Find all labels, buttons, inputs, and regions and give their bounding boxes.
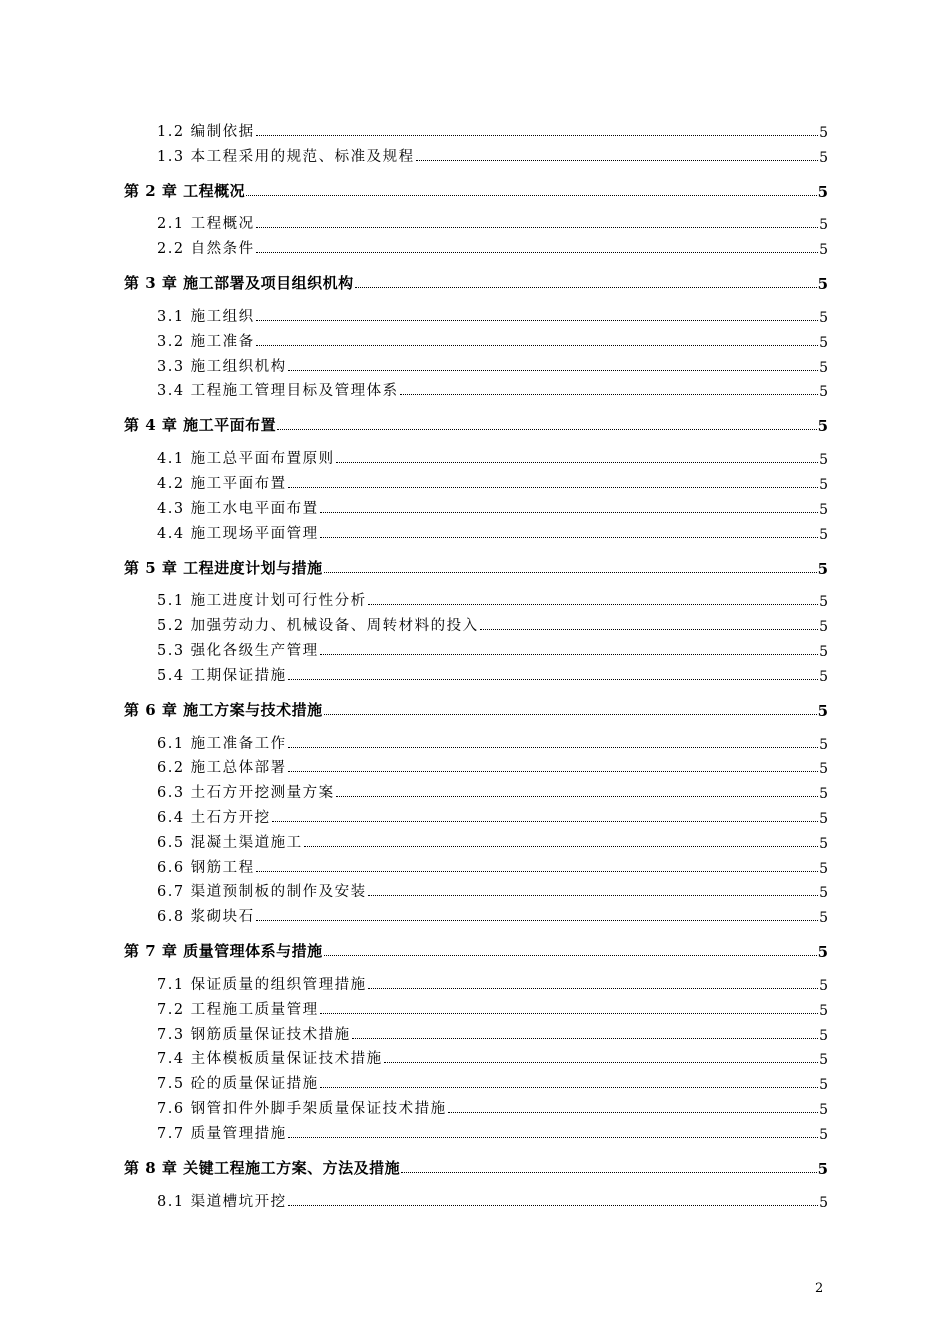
dot-leader bbox=[401, 1172, 816, 1173]
toc-entry-page: 5 bbox=[819, 1052, 828, 1069]
dot-leader bbox=[324, 955, 817, 956]
toc-entry-label: 第 5 章 工程进度计划与措施 bbox=[124, 558, 323, 577]
dot-leader bbox=[304, 846, 818, 847]
toc-entry-page: 5 bbox=[819, 217, 828, 234]
toc-section-entry[interactable] bbox=[124, 1186, 828, 1211]
toc-entry-page: 5 bbox=[819, 1194, 828, 1211]
toc-entry-page: 5 bbox=[817, 559, 828, 578]
toc-entry-page: 5 bbox=[817, 417, 828, 436]
dot-leader bbox=[352, 1038, 818, 1039]
toc-entry-page: 5 bbox=[819, 359, 828, 376]
toc-section-entry[interactable] bbox=[124, 753, 828, 778]
dot-leader bbox=[320, 512, 818, 513]
toc-entry-label: 7.3 钢筋质量保证技术措施 bbox=[157, 1026, 351, 1043]
toc-entry-page: 5 bbox=[819, 1101, 828, 1118]
dot-leader bbox=[256, 920, 818, 921]
toc-chapter-entry[interactable] bbox=[124, 166, 828, 201]
toc-entry-label: 7.2 工程施工质量管理 bbox=[157, 1001, 319, 1018]
toc-entry-label: 第 4 章 施工平面布置 bbox=[124, 416, 277, 435]
toc-entry-page: 5 bbox=[819, 1027, 828, 1044]
toc-section-entry[interactable] bbox=[124, 969, 828, 994]
dot-leader bbox=[324, 714, 817, 715]
toc-entry-label: 2.1 工程概况 bbox=[157, 216, 255, 233]
dot-leader bbox=[448, 1112, 818, 1113]
toc-chapter-entry[interactable] bbox=[124, 685, 828, 720]
toc-entry-label: 1.3 本工程采用的规范、标准及规程 bbox=[157, 148, 415, 165]
toc-section-entry[interactable] bbox=[124, 635, 828, 660]
toc-entry-page: 5 bbox=[819, 309, 828, 326]
toc-chapter-entry[interactable] bbox=[124, 258, 828, 293]
dot-leader bbox=[256, 252, 818, 253]
toc-entry-label: 4.2 施工平面布置 bbox=[157, 475, 287, 492]
toc-entry-label: 第 7 章 质量管理体系与措施 bbox=[124, 942, 323, 961]
toc-entry-page: 5 bbox=[819, 619, 828, 636]
toc-entry-label: 6.4 土石方开挖 bbox=[157, 809, 271, 826]
dot-leader bbox=[256, 345, 818, 346]
toc-entry-label: 6.6 钢筋工程 bbox=[157, 859, 255, 876]
toc-entry-page: 5 bbox=[819, 835, 828, 852]
dot-leader bbox=[480, 629, 818, 630]
dot-leader bbox=[288, 679, 818, 680]
dot-leader bbox=[256, 227, 818, 228]
spacer bbox=[124, 435, 828, 443]
toc-chapter-entry[interactable] bbox=[124, 926, 828, 961]
toc-entry-page: 5 bbox=[819, 1126, 828, 1143]
toc-section-entry[interactable] bbox=[124, 443, 828, 468]
toc-entry-label: 1.2 编制依据 bbox=[157, 123, 255, 140]
dot-leader bbox=[320, 1087, 818, 1088]
toc-entry-label: 6.2 施工总体部署 bbox=[157, 760, 287, 777]
toc-section-entry[interactable] bbox=[124, 1118, 828, 1143]
toc-entry-label: 5.1 施工进度计划可行性分析 bbox=[157, 593, 367, 610]
toc-entry-label: 3.2 施工准备 bbox=[157, 333, 255, 350]
toc-section-entry[interactable] bbox=[124, 116, 828, 141]
toc-entry-page: 5 bbox=[819, 334, 828, 351]
toc-section-entry[interactable] bbox=[124, 1044, 828, 1069]
toc-entry-label: 第 8 章 关键工程施工方案、方法及措施 bbox=[124, 1158, 401, 1177]
toc-entry-label: 7.4 主体模板质量保证技术措施 bbox=[157, 1051, 383, 1068]
dot-leader bbox=[324, 572, 817, 573]
toc-section-entry[interactable] bbox=[124, 586, 828, 611]
toc-section-entry[interactable] bbox=[124, 233, 828, 258]
toc-entry-label: 6.5 混凝土渠道施工 bbox=[157, 834, 303, 851]
dot-leader bbox=[336, 796, 818, 797]
toc-section-entry[interactable] bbox=[124, 802, 828, 827]
toc-chapter-entry[interactable] bbox=[124, 1143, 828, 1178]
spacer bbox=[124, 961, 828, 969]
toc-entry-label: 5.2 加强劳动力、机械设备、周转材料的投入 bbox=[157, 618, 479, 635]
dot-leader bbox=[288, 771, 818, 772]
spacer bbox=[124, 720, 828, 728]
table-of-contents bbox=[124, 116, 828, 1211]
dot-leader bbox=[246, 195, 816, 196]
toc-entry-page: 5 bbox=[819, 149, 828, 166]
toc-chapter-entry[interactable] bbox=[124, 543, 828, 578]
toc-entry-page: 5 bbox=[819, 977, 828, 994]
toc-entry-label: 6.8 浆砌块石 bbox=[157, 909, 255, 926]
dot-leader bbox=[368, 604, 818, 605]
toc-section-entry[interactable] bbox=[124, 468, 828, 493]
toc-entry-page: 5 bbox=[817, 1159, 828, 1178]
toc-entry-page: 5 bbox=[819, 668, 828, 685]
dot-leader bbox=[288, 1205, 818, 1206]
toc-entry-label: 4.3 施工水电平面布置 bbox=[157, 500, 319, 517]
dot-leader bbox=[277, 429, 816, 430]
toc-entry-page: 5 bbox=[819, 810, 828, 827]
toc-entry-label: 4.4 施工现场平面管理 bbox=[157, 525, 319, 542]
toc-entry-page: 5 bbox=[819, 860, 828, 877]
toc-section-entry[interactable] bbox=[124, 1093, 828, 1118]
dot-leader bbox=[288, 370, 818, 371]
toc-section-entry[interactable] bbox=[124, 1068, 828, 1093]
dot-leader bbox=[368, 988, 818, 989]
toc-section-entry[interactable] bbox=[124, 209, 828, 234]
toc-entry-page: 5 bbox=[817, 943, 828, 962]
dot-leader bbox=[320, 537, 818, 538]
toc-entry-label: 第 6 章 施工方案与技术措施 bbox=[124, 700, 323, 719]
toc-entry-label: 6.7 渠道预制板的制作及安装 bbox=[157, 884, 367, 901]
page-number: 2 bbox=[815, 1281, 824, 1296]
toc-entry-page: 5 bbox=[819, 1077, 828, 1094]
dot-leader bbox=[320, 654, 818, 655]
spacer bbox=[124, 293, 828, 301]
dot-leader bbox=[336, 462, 818, 463]
toc-entry-label: 7.6 钢管扣件外脚手架质量保证技术措施 bbox=[157, 1100, 447, 1117]
toc-entry-label: 第 2 章 工程概况 bbox=[124, 181, 246, 200]
dot-leader bbox=[400, 394, 818, 395]
spacer bbox=[124, 201, 828, 209]
dot-leader bbox=[368, 895, 818, 896]
toc-entry-page: 5 bbox=[817, 182, 828, 201]
toc-entry-label: 8.1 渠道槽坑开挖 bbox=[157, 1193, 287, 1210]
toc-section-entry[interactable] bbox=[124, 351, 828, 376]
toc-section-entry[interactable] bbox=[124, 901, 828, 926]
toc-section-entry[interactable] bbox=[124, 660, 828, 685]
toc-entry-page: 5 bbox=[819, 526, 828, 543]
toc-entry-label: 3.4 工程施工管理目标及管理体系 bbox=[157, 383, 399, 400]
dot-leader bbox=[272, 821, 818, 822]
toc-section-entry[interactable] bbox=[124, 493, 828, 518]
toc-entry-page: 5 bbox=[819, 501, 828, 518]
dot-leader bbox=[288, 487, 818, 488]
toc-entry-label: 6.3 土石方开挖测量方案 bbox=[157, 785, 335, 802]
toc-section-entry[interactable] bbox=[124, 376, 828, 401]
toc-entry-page: 5 bbox=[817, 275, 828, 294]
toc-section-entry[interactable] bbox=[124, 518, 828, 543]
toc-section-entry[interactable] bbox=[124, 301, 828, 326]
dot-leader bbox=[384, 1062, 818, 1063]
dot-leader bbox=[320, 1013, 818, 1014]
spacer bbox=[124, 1178, 828, 1186]
dot-leader bbox=[256, 871, 818, 872]
toc-section-entry[interactable] bbox=[124, 852, 828, 877]
toc-entry-label: 7.1 保证质量的组织管理措施 bbox=[157, 976, 367, 993]
toc-entry-label: 3.1 施工组织 bbox=[157, 308, 255, 325]
dot-leader bbox=[355, 287, 817, 288]
toc-section-entry[interactable] bbox=[124, 827, 828, 852]
toc-section-entry[interactable] bbox=[124, 728, 828, 753]
toc-entry-page: 5 bbox=[819, 242, 828, 259]
toc-entry-page: 5 bbox=[819, 885, 828, 902]
toc-entry-label: 5.4 工期保证措施 bbox=[157, 667, 287, 684]
toc-entry-page: 5 bbox=[817, 701, 828, 720]
toc-section-entry[interactable] bbox=[124, 141, 828, 166]
toc-entry-page: 5 bbox=[819, 594, 828, 611]
toc-entry-label: 4.1 施工总平面布置原则 bbox=[157, 451, 335, 468]
dot-leader bbox=[288, 1137, 818, 1138]
toc-entry-page: 5 bbox=[819, 384, 828, 401]
toc-section-entry[interactable] bbox=[124, 877, 828, 902]
toc-entry-label: 5.3 强化各级生产管理 bbox=[157, 642, 319, 659]
dot-leader bbox=[416, 160, 818, 161]
toc-section-entry[interactable] bbox=[124, 610, 828, 635]
toc-entry-label: 6.1 施工准备工作 bbox=[157, 735, 287, 752]
toc-section-entry[interactable] bbox=[124, 326, 828, 351]
toc-entry-page: 5 bbox=[819, 910, 828, 927]
toc-entry-label: 7.5 砼的质量保证措施 bbox=[157, 1076, 319, 1093]
dot-leader bbox=[288, 747, 818, 748]
toc-entry-page: 5 bbox=[819, 761, 828, 778]
toc-section-entry[interactable] bbox=[124, 777, 828, 802]
toc-entry-label: 3.3 施工组织机构 bbox=[157, 358, 287, 375]
toc-entry-label: 7.7 质量管理措施 bbox=[157, 1125, 287, 1142]
toc-entry-page: 5 bbox=[819, 124, 828, 141]
toc-entry-page: 5 bbox=[819, 786, 828, 803]
toc-chapter-entry[interactable] bbox=[124, 400, 828, 435]
toc-entry-page: 5 bbox=[819, 736, 828, 753]
dot-leader bbox=[256, 320, 818, 321]
toc-section-entry[interactable] bbox=[124, 994, 828, 1019]
toc-entry-label: 2.2 自然条件 bbox=[157, 241, 255, 258]
toc-entry-page: 5 bbox=[819, 643, 828, 660]
toc-entry-label: 第 3 章 施工部署及项目组织机构 bbox=[124, 274, 354, 293]
toc-section-entry[interactable] bbox=[124, 1019, 828, 1044]
spacer bbox=[124, 578, 828, 586]
toc-entry-page: 5 bbox=[819, 476, 828, 493]
dot-leader bbox=[256, 135, 818, 136]
toc-entry-page: 5 bbox=[819, 1002, 828, 1019]
toc-entry-page: 5 bbox=[819, 452, 828, 469]
